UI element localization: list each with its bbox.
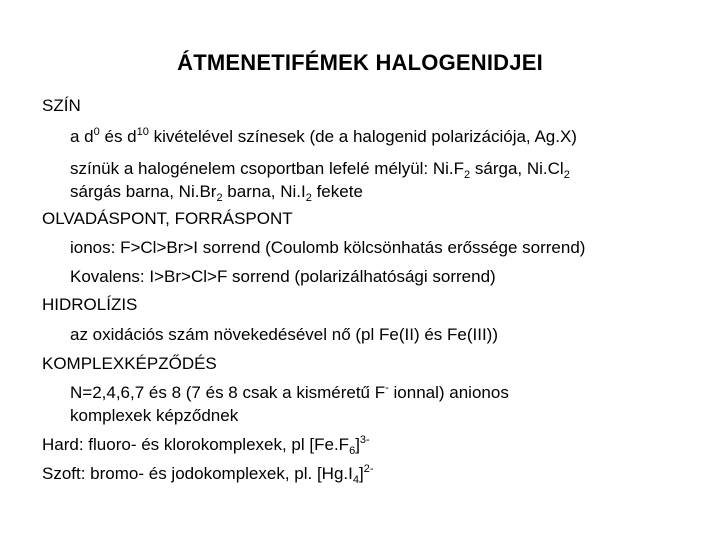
melting-line-1: ionos: F>Cl>Br>I sorrend (Coulomb kölcsönhatás erőssége sorrend) <box>70 238 586 257</box>
text: barna, Ni.I <box>222 182 306 201</box>
superscript: - <box>385 382 389 394</box>
melting-line-2: Kovalens: I>Br>Cl>F sorrend (polarizálhatósági sorrend) <box>70 267 496 286</box>
complex-line-1 <box>70 382 509 404</box>
color-line-2 <box>70 158 570 180</box>
text: Szoft: bromo- és jodokomplexek, pl. [Hg.I <box>42 464 353 483</box>
text: fekete <box>311 182 363 201</box>
heading-color: SZÍN <box>42 96 81 115</box>
superscript: 10 <box>136 126 149 138</box>
color-line-1 <box>70 126 577 148</box>
hard-line <box>42 434 370 456</box>
text: sárgás barna, Ni.Br <box>70 182 217 201</box>
superscript: 2- <box>363 463 374 475</box>
text: Hard: fluoro- és klorokomplexek, pl [Fe.F <box>42 435 350 454</box>
soft-line <box>42 463 374 485</box>
heading-melting: OLVADÁSPONT, FORRÁSPONT <box>42 209 293 228</box>
text: kivételével színesek (de a halogenid polarizációja, Ag.X) <box>148 127 577 146</box>
text: színük a halogénelem csoportban lefelé mélyül: Ni.F <box>70 159 465 178</box>
subscript: 2 <box>464 169 471 181</box>
superscript: 0 <box>93 126 100 138</box>
text: ] <box>355 435 360 454</box>
text: és d <box>99 127 137 146</box>
heading-complex: KOMPLEXKÉPZŐDÉS <box>42 354 217 373</box>
subscript: 2 <box>563 169 570 181</box>
text: N=2,4,6,7 és 8 (7 és 8 csak a kisméretű F <box>70 383 386 402</box>
text: a d <box>70 127 94 146</box>
heading-hydrolysis: HIDROLÍZIS <box>42 295 138 314</box>
text: sárga, Ni.Cl <box>470 159 564 178</box>
subscript: 4 <box>352 474 359 486</box>
complex-line-2: komplexek képződnek <box>70 406 239 425</box>
subscript: 2 <box>216 192 223 204</box>
hydrolysis-line-1: az oxidációs szám növekedésével nő (pl Fe(II) és Fe(III)) <box>70 325 498 344</box>
subscript: 6 <box>349 445 356 457</box>
color-line-3 <box>70 181 363 203</box>
text: ] <box>358 464 364 483</box>
superscript: 3- <box>359 434 370 446</box>
text: ionnal) anionos <box>388 383 509 402</box>
slide-title: ÁTMENETIFÉMEK HALOGENIDJEI <box>177 50 543 75</box>
subscript: 2 <box>305 192 312 204</box>
